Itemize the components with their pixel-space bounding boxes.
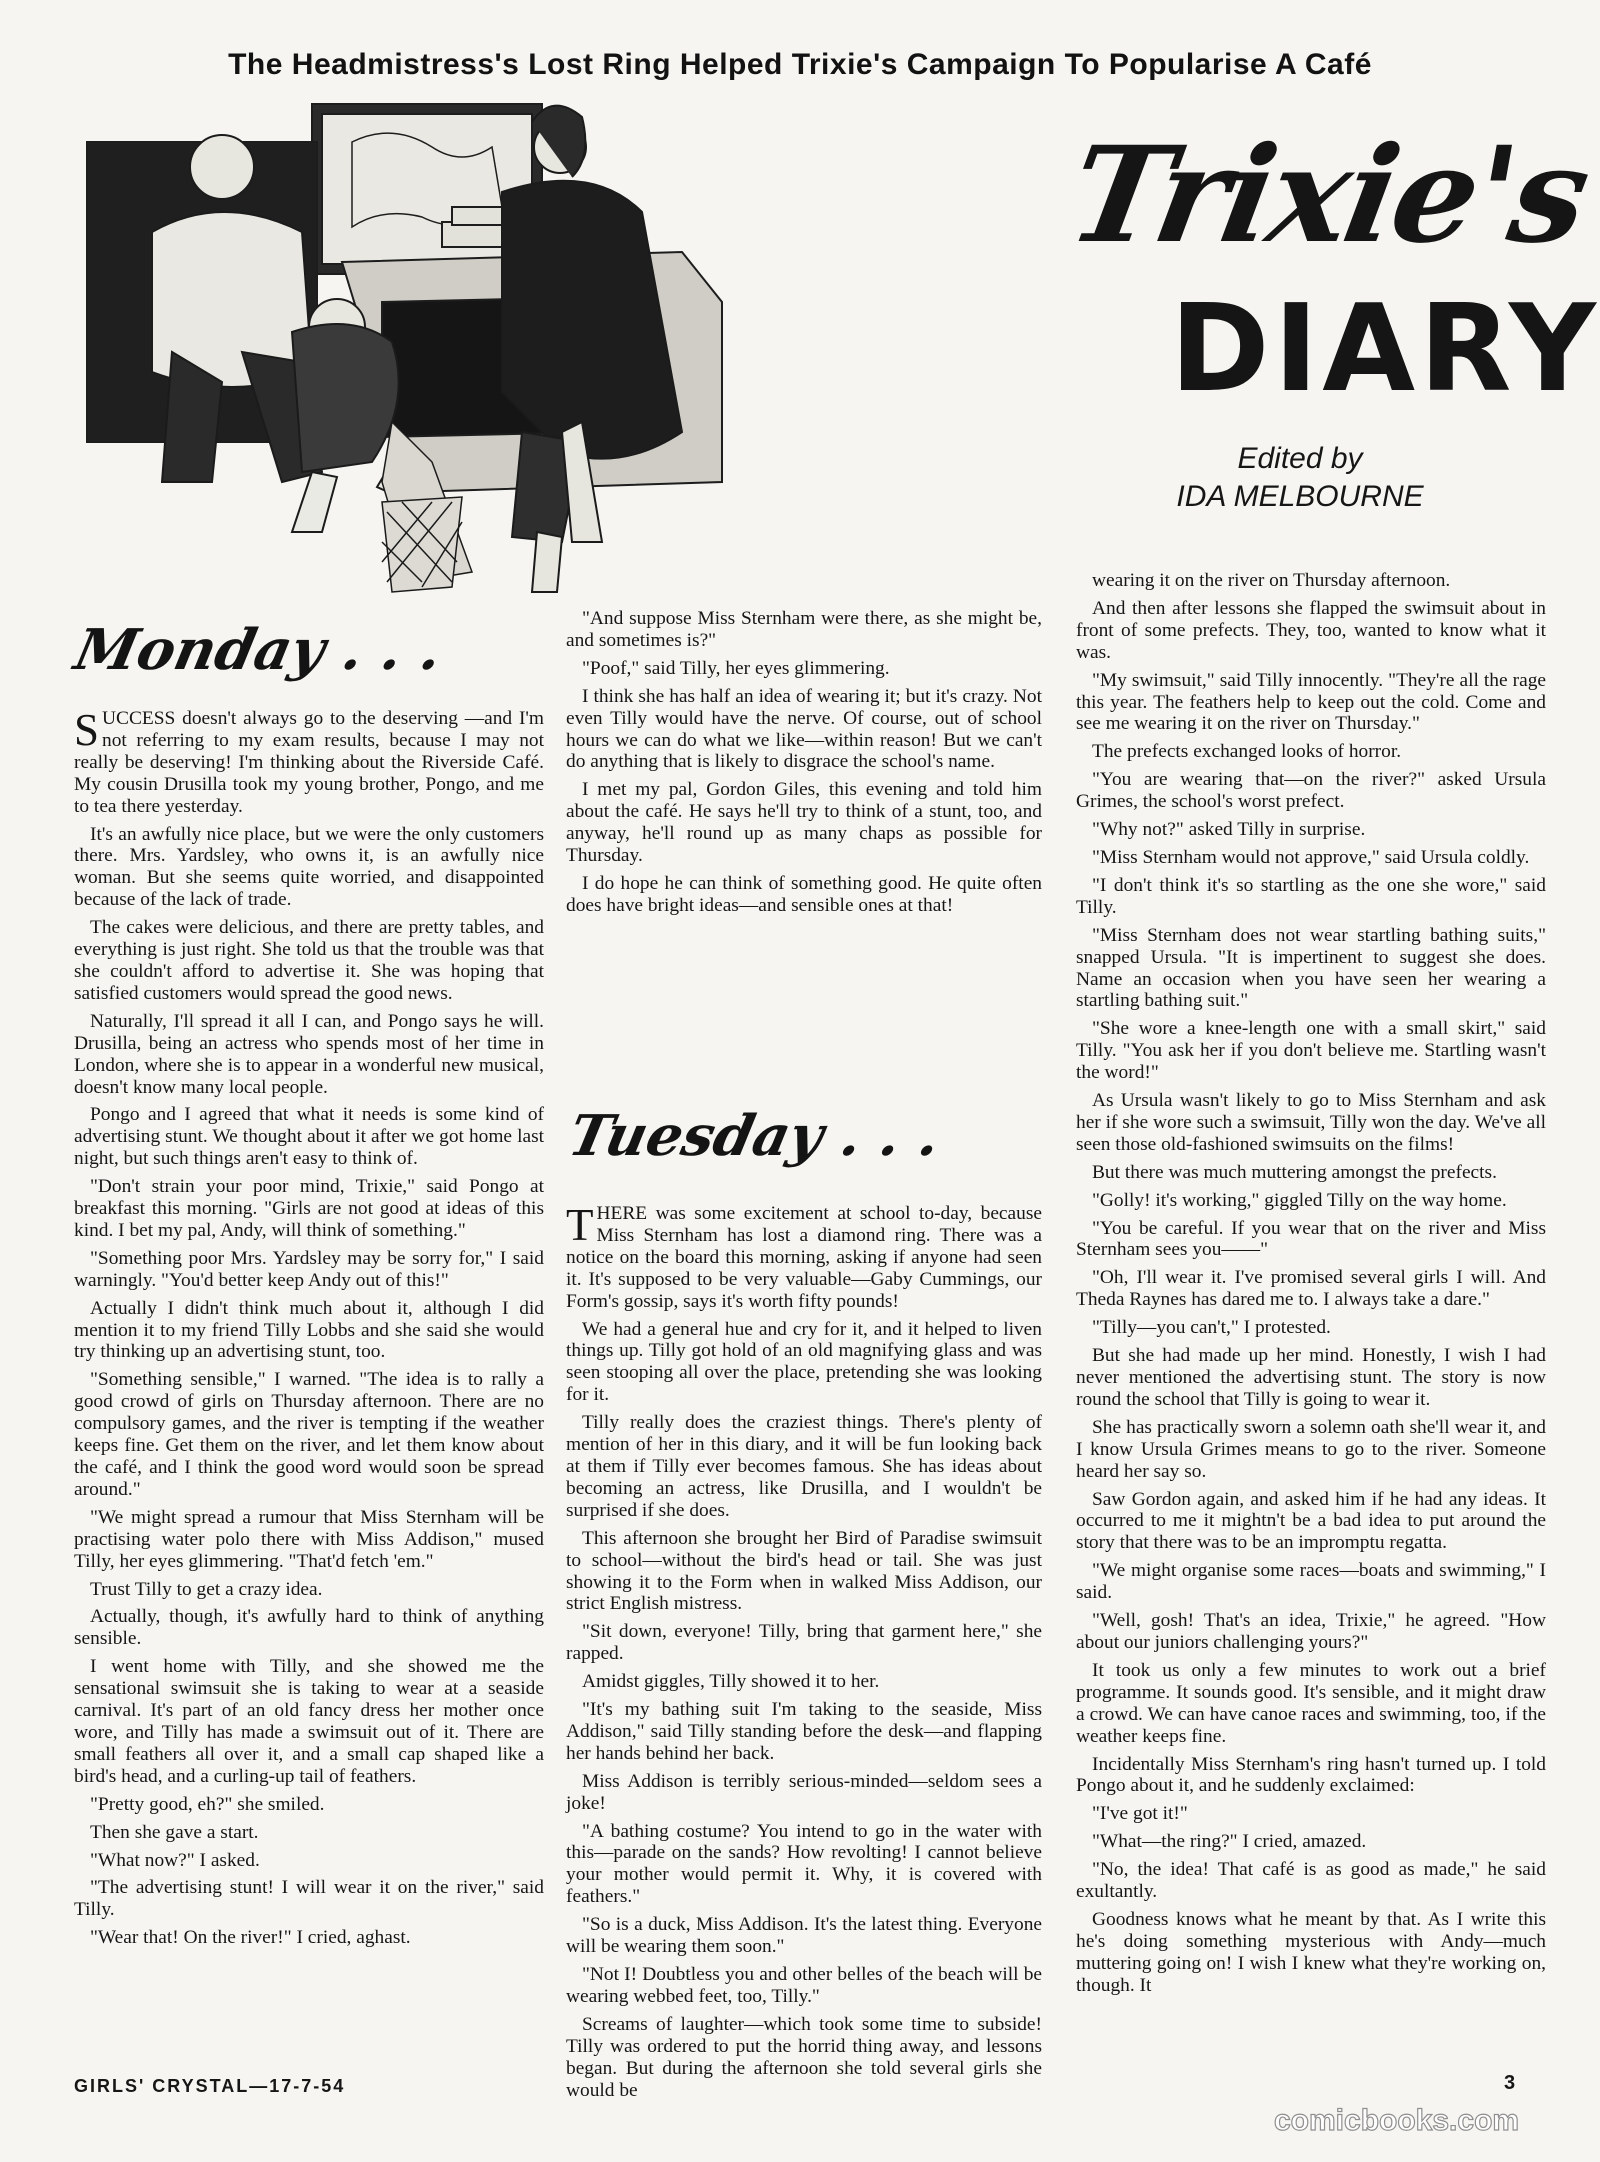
paragraph: "My swimsuit," said Tilly innocently. "They're all the rage this year. The feathers help to keep out the cold. Come and see me wearing it on the river on Thursday." [1076,669,1546,735]
editor-credit [1060,440,1540,515]
paragraph: Miss Addison is terribly serious-minded—seldom sees a joke! [566,1770,1042,1814]
paragraph: Then she gave a start. [90,1821,259,1843]
paragraph: "Pretty good, eh?" she smiled. [90,1793,325,1815]
paragraph: "What—the ring?" I cried, amazed. [1092,1831,1367,1853]
paragraph: "So is a duck, Miss Addison. It's the latest thing. Everyone will be wearing them soon." [566,1914,1042,1958]
paragraph: "Not I! Doubtless you and other belles of the beach will be wearing webbed feet, too, Tilly." [566,1964,1042,2007]
paragraph: "Well, gosh! That's an idea, Trixie," he agreed. "How about our juniors challenging yours?" [1076,1610,1546,1653]
column-2-top [566,608,1042,923]
paragraph: But there was much muttering amongst the prefects. [1092,1161,1497,1183]
paragraph: "Something sensible," I warned. "The idea is to rally a good crowd of girls on Thursday afternoon. There are no compulsory games, and the river is tempting if the weather keeps fine. Get them on the river, and let them know about the café, and I think the good word would soon be spread around." [74,1369,544,1500]
heading-monday: Monday . . . [68,617,449,683]
paragraph: Trust Tilly to get a crazy idea. [90,1578,323,1600]
paragraph: "No, the idea! That café is as good as made," he said exultantly. [1076,1859,1546,1903]
paragraph: Amidst giggles, Tilly showed it to her. [582,1671,880,1693]
column-3 [1076,570,1546,2003]
paragraph: The cakes were delicious, and there are pretty tables, and everything is just right. She told us that the trouble was that she couldn't afford to advertise it. She was hoping that satisfied customers would spread the good news. [74,917,544,1004]
paragraph: "Miss Sternham would not approve," said Ursula coldly. [1092,846,1530,868]
paragraph: "She wore a knee-length one with a small skirt," said Tilly. "You ask her if you don't believe me. Startling wasn't the word!" [1076,1018,1546,1084]
watermark-text: comicbooks.com [1274,2104,1520,2137]
paragraph: Actually I didn't think much about it, although I did mention it to my friend Tilly Lobbs and she said she would try thinking up an advertising stunt, too. [74,1297,544,1363]
paragraph: This afternoon she brought her Bird of Paradise swimsuit to school—without the bird's head or tail. She was just showing it to the Form when in walked Miss Addison, our strict English mistress. [566,1527,1042,1615]
paragraph: And then after lessons she flapped the swimsuit about in front of some prefects. They, too, wanted to know what it was. [1076,597,1546,663]
column-2-bottom [566,1200,1042,2107]
paragraph: "Oh, I'll wear it. I've promised several girls I will. And Theda Raynes has dared me to. I always take a dare." [1076,1267,1546,1311]
paragraph: We had a general hue and cry for it, and it helped to liven things up. Tilly got hold of an old magnifying glass and was seen stooping all over the place, pretending she was looking for it. [566,1318,1042,1406]
paragraph: I do hope he can think of something good. He quite often does have bright ideas—and sensible ones at that! [566,872,1042,916]
paragraph: "A bathing costume? You intend to go in the water with this—parade on the sands? How revolting! I cannot believe your mother would permit it. Why, it is covered with feathers." [566,1820,1042,1908]
paragraph: Screams of laughter—which took some time to subside! Tilly was ordered to put the horrid thing away, and lessons began. But during the afternoon she told several girls she would be [566,2013,1042,2101]
diary-masthead [1058,118,1600,430]
paragraph: "You be careful. If you wear that on the river and Miss Sternham sees you——" [1076,1217,1546,1261]
heading-tuesday: Tuesday . . . [562,1103,947,1169]
paragraph: It's an awfully nice place, but we were the only customers there. Mrs. Yardsley, who owns it, is an awfully nice woman. But she seems quite worried, and disappointed because of the lack of trade. [74,823,544,911]
paragraph: But she had made up her mind. Honestly, I wish I had never mentioned the advertising stunt. The story is now round the school that Tilly is going to wear it. [1076,1345,1546,1410]
editor-name: IDA MELBOURNE [1176,479,1424,513]
paragraph: The prefects exchanged looks of horror. [1092,741,1402,763]
edited-by-label: Edited by [1237,442,1363,475]
paragraph: wearing it on the river on Thursday afternoon. [1092,570,1451,591]
paragraph: Actually, though, it's awfully hard to think of anything sensible. [74,1606,544,1650]
paragraph: She has practically sworn a solemn oath she'll wear it, and I know Ursula Grimes means to go to the river. Someone heard her say so. [1076,1416,1546,1482]
page-number: 3 [1504,2072,1516,2094]
paragraph: It took us only a few minutes to work out a brief programme. It sounds good. It's sensible, and it might draw a crowd. We can have canoe races and swimming, too, if the weather keeps fine. [1076,1659,1546,1747]
paragraph: "We might spread a rumour that Miss Sternham will be practising water polo there with Miss Addison," mused Tilly, her eyes glimmering. "That'd fetch 'em." [74,1506,544,1572]
paragraph: "Wear that! On the river!" I cried, aghast. [90,1927,411,1949]
paragraph: "I don't think it's so startling as the one she wore," said Tilly. [1076,874,1546,918]
paragraph: "Sit down, everyone! Tilly, bring that garment here," she rapped. [566,1621,1042,1665]
paragraph: "Something poor Mrs. Yardsley may be sorry for," I said warningly. "You'd better keep Andy out of this!" [74,1247,544,1291]
paragraph: I think she has half an idea of wearing it; but it's crazy. Not even Tilly would have the nerve. Of course, out of school hours we can do what we like—within reason! But we can't do anything that is likely to disgrace the school's name. [566,685,1042,773]
paragraph: "Don't strain your poor mind, Trixie," said Pongo at breakfast this morning. "Girls are not good at ideas of this kind. I bet my pal, Andy, will think of something." [74,1176,544,1241]
paragraph: I met my pal, Gordon Giles, this evening and told him about the café. He says he'll try to think of a stunt, too, and anyway, he'll round up as many chaps as possible for Thursday. [566,779,1042,867]
paragraph: "I've got it!" [1092,1803,1188,1825]
paragraph: Goodness knows what he meant by that. As I write this he's doing something mysterious with Andy—much muttering going on! I wish I knew what they're working on, though. It [1076,1908,1546,1996]
paragraph: As Ursula wasn't likely to go to Miss Sternham and ask her if she wore such a swimsuit, Tilly won the day. We've all seen those old-fashioned swimsuits on the films! [1076,1090,1546,1155]
paragraph: "Golly! it's working," giggled Tilly on the way home. [1092,1189,1507,1211]
column-1 [74,705,544,1955]
paragraph: "We might organise some races—boats and swimming," I said. [1076,1560,1546,1604]
paragraph: SUCCESS doesn't always go to the deserving —and I'm not referring to my exam results, because I may not really be deserving! I'm thinking about the Riverside Café. My cousin Drusilla took my young brother, Pongo, and me to tea there yesterday. [74,705,544,817]
paragraph: "Poof," said Tilly, her eyes glimmering. [582,657,890,679]
paragraph: I went home with Tilly, and she showed me the sensational swimsuit she is taking to wear at a seaside carnival. It's part of an old fancy dress her mother once wore, and Tilly has made a swimsuit out of it. There are small feathers all over it, and a small cap shaped like a bird's head, and a curling-up tail of feathers. [74,1656,544,1787]
story-headline: The Headmistress's Lost Ring Helped Trixie's Campaign To Popularise A Café [228,48,1372,81]
paragraph: "Tilly—you can't," I protested. [1092,1317,1331,1339]
classroom-illustration [82,102,1042,602]
paragraph: "You are wearing that—on the river?" asked Ursula Grimes, the school's worst prefect. [1076,769,1546,813]
magazine-issue-line: GIRLS' CRYSTAL—17-7-54 [74,2076,346,2096]
paragraph: "The advertising stunt! I will wear it on the river," said Tilly. [74,1877,544,1921]
paragraph: "It's my bathing suit I'm taking to the seaside, Miss Addison," said Tilly standing before the desk—and flapping her hands behind her back. [566,1699,1042,1764]
paragraph: Incidentally Miss Sternham's ring hasn't turned up. I told Pongo about it, and he suddenly exclaimed: [1076,1753,1546,1797]
paragraph: "What now?" I asked. [90,1849,260,1871]
masthead-title-script: Trixie's [1058,118,1598,273]
paragraph: "And suppose Miss Sternham were there, as she might be, and sometimes is?" [566,608,1042,651]
paragraph: Naturally, I'll spread it all I can, and Pongo says he will. Drusilla, being an actress who spends most of her time in London, where she is to appear in a wonderful new musical, doesn't know many local people. [74,1010,544,1098]
paragraph: Tilly really does the craziest things. There's plenty of mention of her in this diary, and it will be fun looking back at them if Tilly ever becomes famous. She has ideas about becoming an actress, like Drusilla, and I wouldn't be surprised if she does. [566,1412,1042,1521]
paragraph: THERE was some excitement at school to-day, because Miss Sternham has lost a diamond ring. There was a notice on the board this morning, asking if anyone had seen it. It's supposed to be very valuable—Gaby Cummings, our Form's gossip, says it's worth fifty pounds! [566,1200,1042,1312]
masthead-title-block: DIARY [1170,280,1600,419]
paragraph: Saw Gordon again, and asked him if he had any ideas. It occurred to me it mightn't be a bad idea to put around the story that there was to be an impromptu regatta. [1076,1488,1546,1554]
site-watermark [1274,2100,1574,2140]
paragraph: "Miss Sternham does not wear startling bathing suits," snapped Ursula. "It is impertinent to suggest she does. Name an occasion when you have seen her wearing a startling bathing suit." [1076,924,1546,1012]
paragraph: Pongo and I agreed that what it needs is some kind of advertising stunt. We thought about it after we got home last night, but such things aren't easy to think of. [74,1104,544,1170]
paragraph: "Why not?" asked Tilly in surprise. [1092,819,1366,841]
